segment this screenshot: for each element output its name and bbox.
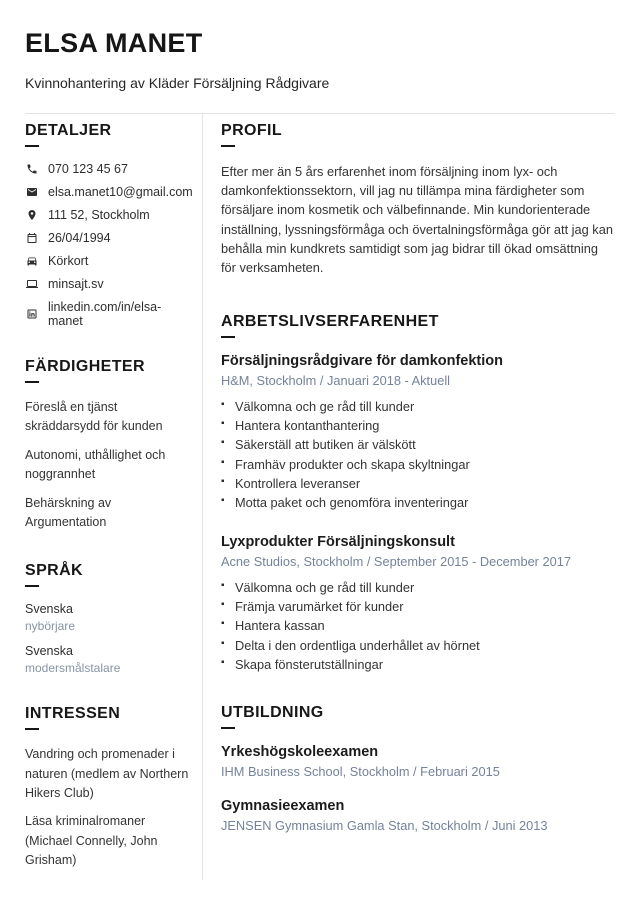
job-duties-list xyxy=(221,398,615,512)
section-title-details: DETALJER xyxy=(25,122,190,147)
interest-item: Läsa kriminalromaner (Michael Connelly, John Grisham) xyxy=(25,814,158,868)
language-level: modersmålstalare xyxy=(25,661,121,676)
linkedin-url[interactable]: linkedin.com/in/elsa-manet xyxy=(48,300,162,328)
language-item xyxy=(25,602,190,633)
section-title-education: UTBILDNING xyxy=(221,704,615,729)
phone-icon xyxy=(25,163,38,176)
skill-item: Föreslå en tjänst skräddarsydd för kunden xyxy=(25,400,163,434)
phone-number: 070 123 45 67 xyxy=(48,162,128,176)
language-level: nybörjare xyxy=(25,619,76,634)
language-name: Svenska xyxy=(25,644,73,659)
detail-item-phone xyxy=(25,162,190,176)
resume-header xyxy=(25,28,615,114)
calendar-icon xyxy=(25,232,38,245)
section-skills xyxy=(25,358,190,532)
education-entry xyxy=(221,744,615,779)
education-degree: Gymnasieexamen xyxy=(221,797,345,814)
job-duty: ▪ Delta i den ordentliga underhållet av hörnet xyxy=(221,637,615,655)
interest-item: Vandring och promenader i naturen (medlem av Northern Hikers Club) xyxy=(25,747,189,800)
skill-item: Autonomi, uthållighet och noggrannhet xyxy=(25,447,166,482)
birth-date: 26/04/1994 xyxy=(48,231,111,245)
website-url[interactable]: minsajt.sv xyxy=(48,277,104,291)
job-duty: ▪ Främja varumärket för kunder xyxy=(221,598,615,616)
candidate-name: ELSA MANET xyxy=(25,28,203,58)
laptop-icon xyxy=(25,278,38,291)
job-duty: ▪ Skapa fönsterutställningar xyxy=(221,656,615,674)
job-entry xyxy=(221,534,615,674)
detail-item-birthdate xyxy=(25,231,190,245)
section-profile xyxy=(221,122,615,277)
job-meta: Acne Studios, Stockholm / September 2015 - December 2017 xyxy=(221,554,571,570)
envelope-icon xyxy=(25,186,38,199)
detail-item-website[interactable] xyxy=(25,277,190,291)
section-title-interests: INTRESSEN xyxy=(25,705,190,730)
job-entry xyxy=(221,353,615,512)
detail-item-address xyxy=(25,208,190,222)
job-duty: ▪ Säkerställ att butiken är välskött xyxy=(221,436,615,454)
education-degree: Yrkeshögskoleexamen xyxy=(221,743,379,760)
job-duties-list xyxy=(221,579,615,674)
job-meta: H&M, Stockholm / Januari 2018 - Aktuell xyxy=(221,373,451,389)
language-name: Svenska xyxy=(25,602,73,617)
section-languages xyxy=(25,562,190,675)
job-duty: ▪ Kontrollera leveranser xyxy=(221,475,615,493)
education-meta: JENSEN Gymnasium Gamla Stan, Stockholm / Juni 2013 xyxy=(221,817,548,833)
section-interests xyxy=(25,705,190,870)
section-title-experience: ARBETSLIVSERFARENHET xyxy=(221,313,615,338)
section-title-languages: SPRÅK xyxy=(25,562,190,587)
job-duty: ▪ Hantera kassan xyxy=(221,617,615,635)
linkedin-icon xyxy=(25,308,38,321)
job-duty: ▪ Hantera kontanthantering xyxy=(221,417,615,435)
postal-address: 111 52, Stockholm xyxy=(48,208,150,222)
sidebar xyxy=(25,114,202,880)
profile-text: Efter mer än 5 års erfarenhet inom försäljning inom lyx- och damkonfektionssektorn, vill jag nu tillämpa mina färdigheter som försäljare inom kosmetik och välbefinnande. Min kundorienterade inställning, lyssningsförmåga och övertalningsförmåga gör att jag kan behålla min kundkrets samtidigt som jag bidrar till ökad omsättning för verksamheten. xyxy=(221,164,613,275)
detail-item-license xyxy=(25,254,190,268)
job-role: Lyxprodukter Försäljningskonsult xyxy=(221,534,455,551)
language-item xyxy=(25,644,190,675)
drivers-license: Körkort xyxy=(48,254,89,268)
location-pin-icon xyxy=(25,209,38,222)
candidate-job-title: Kvinnohantering av Kläder Försäljning Rådgivare xyxy=(25,75,330,91)
education-entry xyxy=(221,798,615,833)
job-duty: ▪ Framhäv produkter och skapa skyltningar xyxy=(221,456,615,474)
section-details xyxy=(25,122,193,328)
section-title-skills: FÄRDIGHETER xyxy=(25,358,190,383)
job-duty: ▪ Välkomna och ge råd till kunder xyxy=(221,398,615,416)
job-duty: ▪ Välkomna och ge råd till kunder xyxy=(221,579,615,597)
detail-item-linkedin[interactable] xyxy=(25,300,190,328)
section-experience xyxy=(221,313,615,674)
section-education xyxy=(221,704,615,833)
main-content xyxy=(202,114,615,880)
section-title-profile: PROFIL xyxy=(221,122,615,147)
job-duty: ▪ Motta paket och genomföra inventeringar xyxy=(221,494,615,512)
job-role: Försäljningsrådgivare för damkonfektion xyxy=(221,353,503,370)
detail-item-email[interactable] xyxy=(25,185,193,199)
education-meta: IHM Business School, Stockholm / Februari 2015 xyxy=(221,763,500,779)
car-icon xyxy=(25,255,38,268)
email-address[interactable]: elsa.manet10@gmail.com xyxy=(48,185,193,199)
skill-item: Behärskning av Argumentation xyxy=(25,495,112,529)
